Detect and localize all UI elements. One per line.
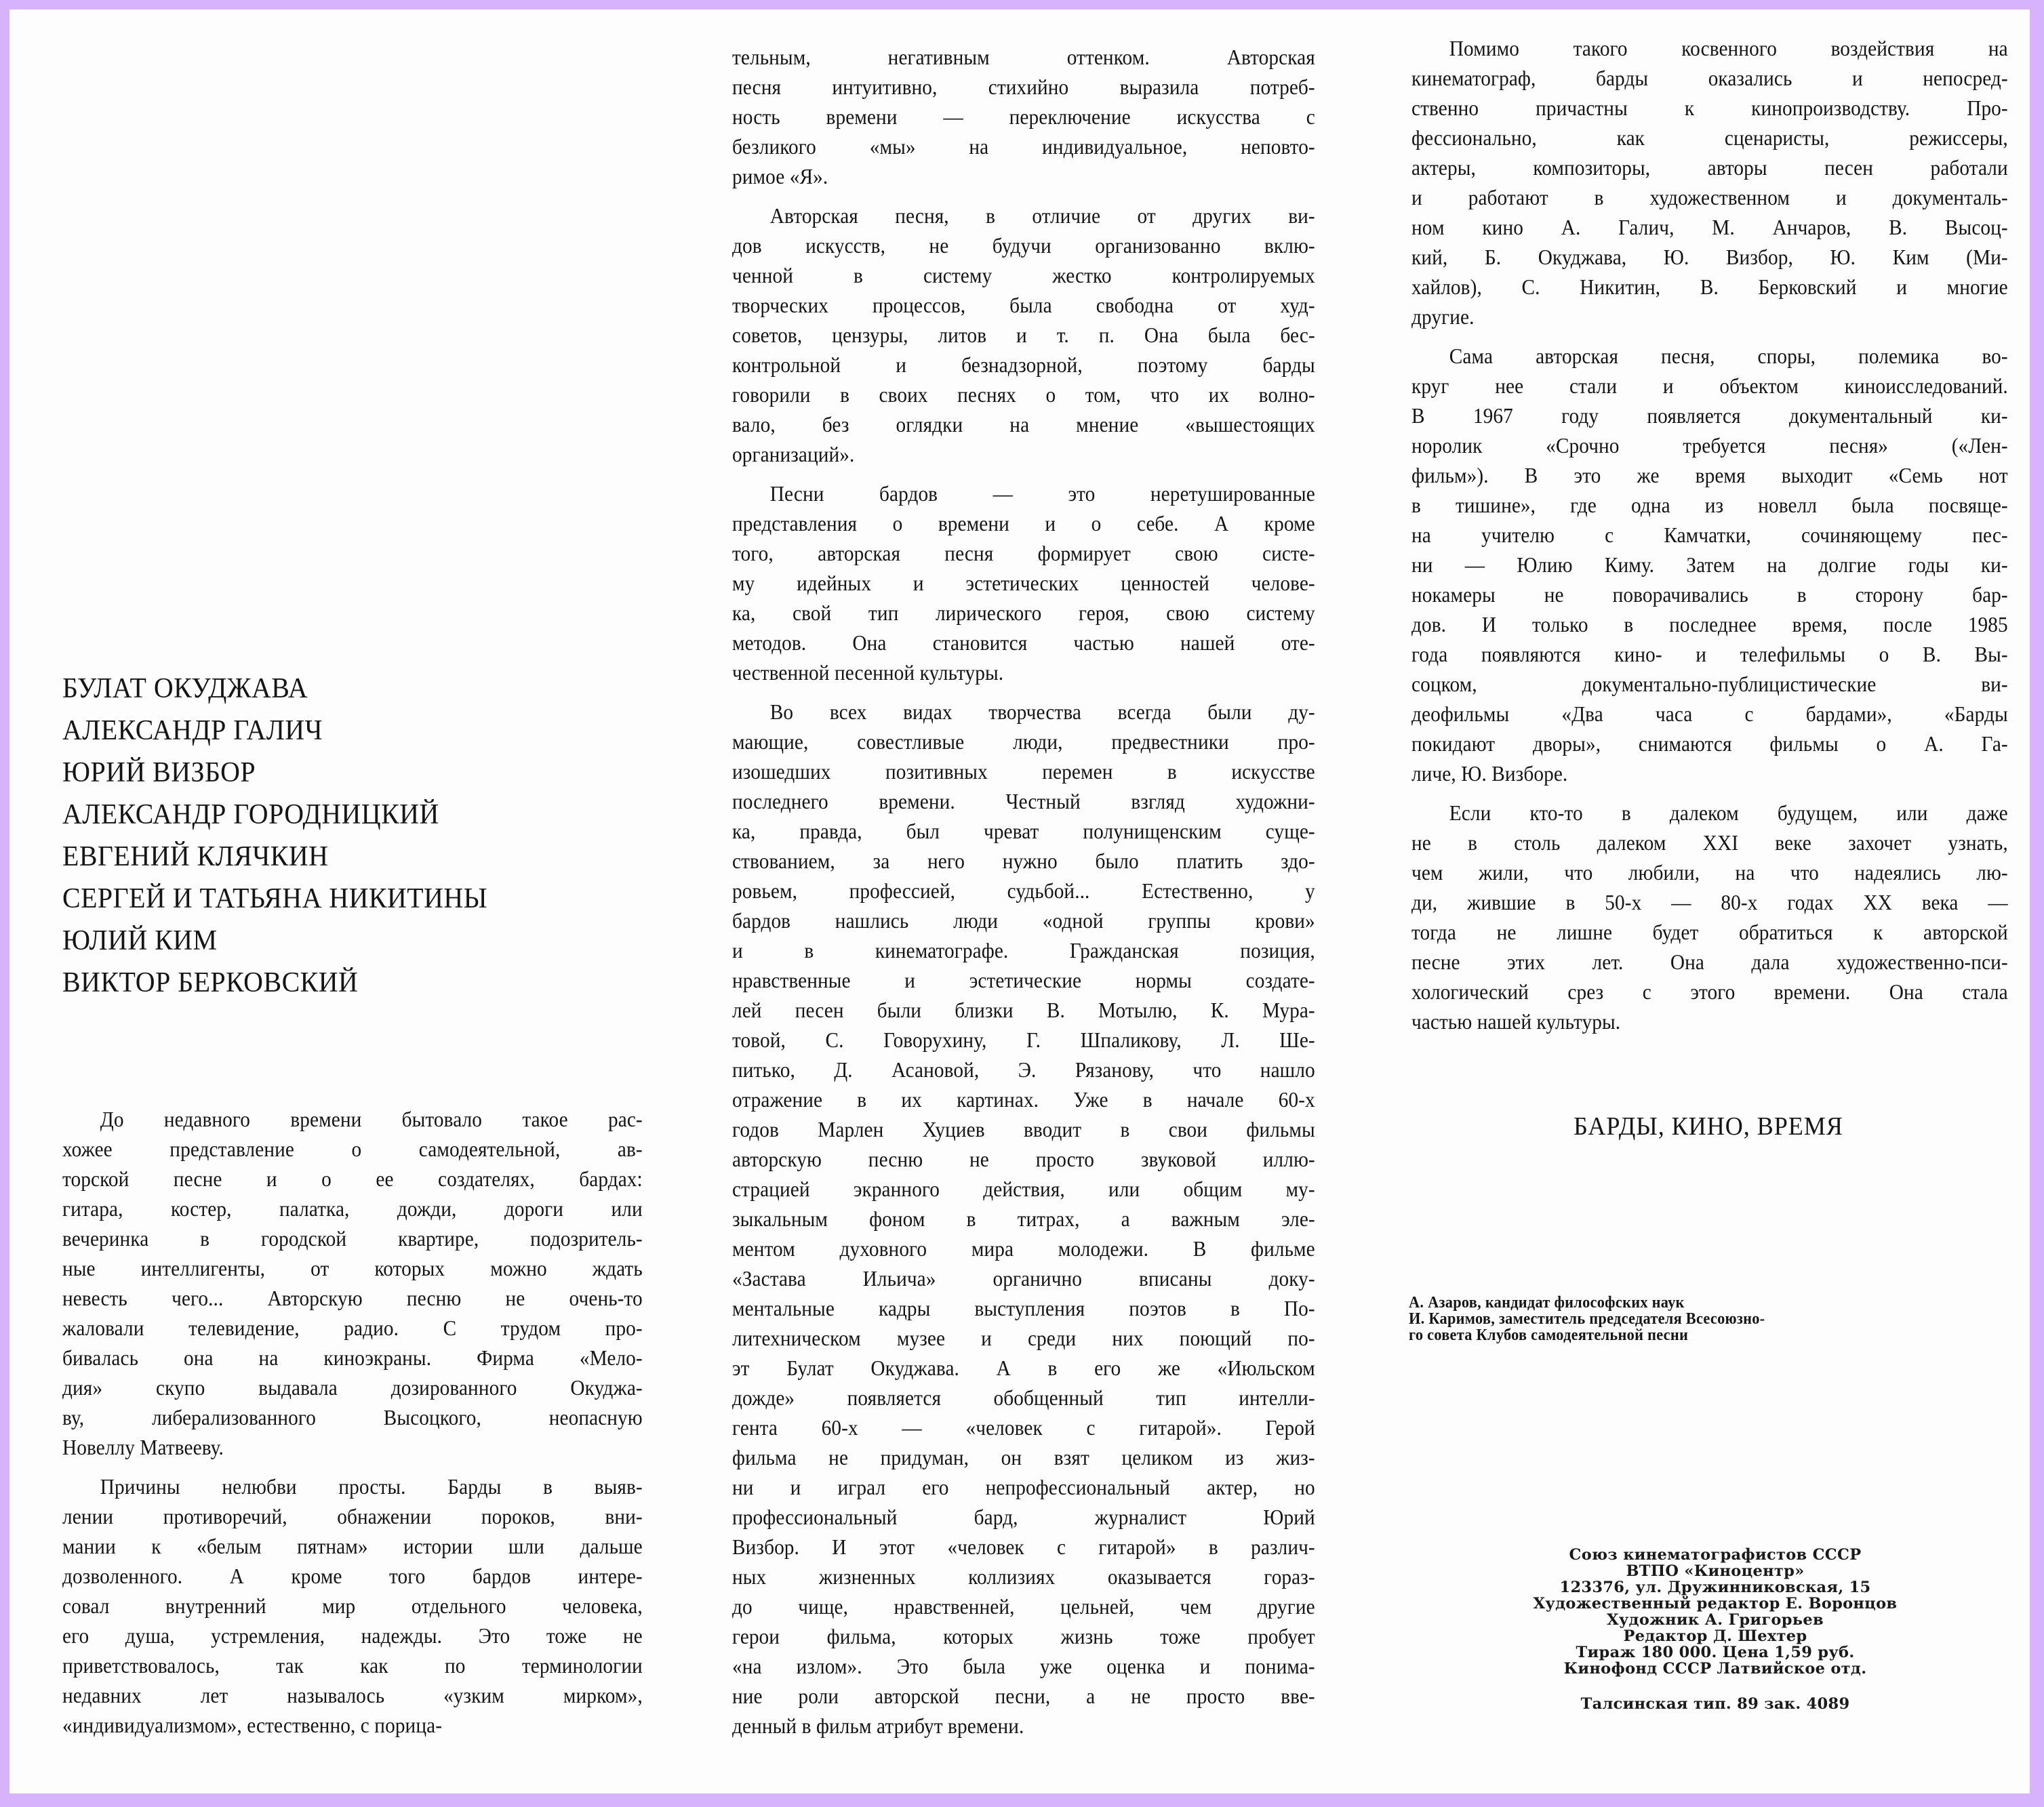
text-line: кий, Б. Окуджава, Ю. Визбор, Ю. Ким (Ми- [1411,245,2008,269]
printer-line: Талсинская тип. 89 зак. 4089 [1580,1695,1850,1713]
text-line: ные интеллигенты, от которых можно ждать [62,1257,643,1280]
text-line: вало, без оглядки на мнение «вышестоящих [732,413,1315,436]
text-line: зыкальным фоном в титрах, а важным эле- [732,1207,1315,1231]
text-line: и работают в художественном и документаль- [1411,186,2008,209]
text-line: бивалась она на киноэкраны. Фирма «Мело- [62,1346,643,1370]
text-line: чественной песенной культуры. [732,661,1004,685]
text-line: говорили в своих песнях о том, что их волно- [732,383,1315,407]
text-line: нравственные и эстетические нормы создате- [732,969,1315,992]
text-line: ность времени — переключение искусства с [732,105,1315,129]
text-line: деофильмы «Два часа с бардами», «Барды [1411,702,2008,726]
text-line: ченной в систему жестко контролируемых [732,264,1315,287]
imprint-line: Тираж 180 000. Цена 1,59 руб. [1576,1644,1855,1661]
text-line: «на излом». Это была уже оценка и понима- [732,1654,1315,1678]
text-line: покидают дворы», снимаются фильмы о А. Га- [1411,732,2008,756]
text-line: тогда не лишне будет обратиться к авторской [1411,920,2008,944]
text-line: ментальные кадры выступления поэтов в По- [732,1297,1315,1320]
text-line: вечеринка в городской квартире, подозритель- [62,1227,643,1251]
text-line: дозволенного. А кроме того бардов интере- [62,1564,643,1588]
text-line: «Застава Ильича» органично вписаны доку- [732,1267,1315,1291]
text-line: тельным, негативным оттенком. Авторская [732,45,1315,69]
author-line: И. Каримов, заместитель председателя Всесоюзно- [1409,1310,1765,1328]
text-line: изошедших позитивных перемен в искусстве [732,760,1315,784]
text-line: песня интуитивно, стихийно выразила потреб- [732,75,1315,99]
text-line: ментом духовного мира молодежи. В фильме [732,1237,1315,1261]
text-line: Причины нелюбви просты. Барды в выяв- [100,1475,643,1499]
text-line: лей песен были близки В. Мотылю, К. Мура- [732,998,1315,1022]
text-line: хайлов), С. Никитин, В. Берковский и многие [1411,275,2008,299]
text-line: До недавного времени бытовало такое рас- [100,1108,643,1131]
text-line: ровьем, профессией, судьбой... Естественно, у [732,879,1315,903]
text-line: творческих процессов, была свободна от худ- [732,293,1315,317]
text-line: авторскую песню не просто звуковой иллю- [732,1148,1315,1171]
bard-name: ЮЛИЙ КИМ [62,925,218,956]
text-line: в тишине», где одна из новелл была посвяще- [1411,493,2008,517]
text-line: хологический срез с этого времени. Она стала [1411,980,2008,1004]
text-line: приветствовалось, так как по терминологии [62,1654,643,1678]
paragraph [732,479,1315,688]
text-line: чем жили, что любили, на что надеялись лю- [1411,861,2008,885]
text-line: ни и играл его непрофессиональный актер, но [732,1476,1315,1499]
text-line: ние роли авторской песни, а не просто вве- [732,1684,1315,1708]
text-line: Авторская песня, в отличие от других ви- [769,204,1315,228]
text-line: ном кино А. Галич, М. Анчаров, В. Высоц- [1411,216,2008,239]
text-line: безликого «мы» на индивидуальное, неповто- [732,135,1315,159]
text-line: личе, Ю. Визборе. [1411,762,1568,786]
text-line: нокамеры не поворачивались в сторону бар- [1411,583,2008,607]
paragraph [732,43,1315,192]
text-line: гента 60-х — «человек с гитарой». Герой [732,1416,1315,1440]
text-line: методов. Она становится частью нашей оте- [732,631,1315,655]
text-line: жаловали телевидение, радио. С трудом про- [62,1316,643,1340]
text-line: и в кинематографе. Гражданская позиция, [732,939,1315,962]
text-line: года появляются кино- и телефильмы о В. Вы- [1411,643,2008,666]
text-line: актеры, композиторы, авторы песен работали [1411,156,2008,180]
authors-block [1409,1295,1792,1343]
text-line: частью нашей культуры. [1411,1010,1621,1034]
paragraph [732,201,1315,470]
text-line: Помимо такого косвенного воздействия на [1449,37,2008,60]
text-line: Новеллу Матвееву. [62,1436,224,1459]
text-line: ка, свой тип лирического героя, свою систему [732,601,1315,625]
text-line: кинематограф, барды оказались и непосред- [1411,66,2008,90]
text-line: лении противоречий, обнажении пороков, вни- [62,1505,643,1528]
text-line: питько, Д. Асановой, Э. Рязанову, что нашло [732,1058,1315,1082]
text-line: Во всех видах творчества всегда были ду- [769,700,1315,724]
text-line: дия» скупо выдавала дозированного Окуджа- [62,1376,643,1400]
text-line: годов Марлен Хуциев вводит в свои фильмы [732,1118,1315,1141]
text-line: круг нее стали и объектом киноисследований. [1411,374,2008,398]
bard-name: СЕРГЕЙ И ТАТЬЯНА НИКИТИНЫ [62,883,487,914]
text-line: совал внутренний мир отдельного человека, [62,1594,643,1618]
text-line: последнего времени. Честный взгляд художни- [732,790,1315,813]
text-line: недавних лет называлось «узким мирком», [62,1684,643,1707]
text-line: литехническом музее и среди них поющий по- [732,1326,1315,1350]
bards-list [62,668,510,1004]
bard-name: БУЛАТ ОКУДЖАВА [62,673,308,704]
bard-name: ВИКТОР БЕРКОВСКИЙ [62,967,359,998]
paragraph [1411,34,2008,332]
text-line: Если кто-то в далеком будущем, или даже [1449,801,2008,825]
text-line: соцком, документально-публицистические ви- [1411,672,2008,696]
text-line: дожде» появляется обобщенный тип интелли- [732,1386,1315,1410]
author-line: А. Азаров, кандидат философских наук [1409,1294,1685,1312]
text-line: ка, правда, был чреват полунищенским суще- [732,819,1315,843]
paragraph [732,697,1315,1741]
bard-name: ЮРИЙ ВИЗБОР [62,757,256,788]
text-line: того, авторская песня формирует свою систе- [732,542,1315,565]
text-line: денный в фильм атрибут времени. [732,1714,1024,1738]
right-column-text [1411,34,2008,1047]
text-line: на учителю с Камчатки, сочиняющему пес- [1411,523,2008,547]
paragraph [62,1472,643,1741]
text-line: герои фильма, которых жизнь тоже пробует [732,1625,1315,1648]
text-line: «индивидуализмом», естественно, с порица- [62,1713,443,1737]
imprint-line: Кинофонд СССР Латвийское отд. [1563,1660,1867,1678]
text-line: фессионально, как сценаристы, режиссеры, [1411,126,2008,150]
text-line: организаций». [732,443,855,466]
text-line: торской песне и о ее создателях, бардах: [62,1167,643,1191]
text-line: фильм»). В это же время выходит «Семь нот [1411,464,2008,487]
imprint-line: Художественный редактор Е. Воронцов [1533,1595,1898,1612]
text-line: ственно причастны к кинопроизводству. Про- [1411,96,2008,120]
text-line: советов, цензуры, литов и т. п. Она была бес- [732,323,1315,347]
text-line: ди, жившие в 50-х — 80-х годах XX века — [1411,891,2008,914]
text-line: В 1967 году появляется документальный ки- [1411,404,2008,428]
left-column-text [62,1105,643,1750]
text-line: мающие, совестливые люди, предвестники про- [732,730,1315,754]
author-line: го совета Клубов самодеятельной песни [1409,1326,1689,1344]
imprint-line: 123376, ул. Дружинниковская, 15 [1559,1579,1871,1596]
imprint-line: Художник А. Григорьев [1607,1611,1824,1629]
bard-name: АЛЕКСАНДР ГАЛИЧ [62,715,323,746]
text-line: профессиональный бард, журналист Юрий [732,1505,1315,1529]
text-line: хожее представление о самодеятельной, ав- [62,1137,643,1161]
text-line: ни — Юлию Киму. Затем на долгие годы ки- [1411,553,2008,577]
text-line: гитара, костер, палатка, дожди, дороги или [62,1197,643,1221]
imprint-line: Редактор Д. Шехтер [1623,1627,1807,1645]
text-line: страцией экранного действия, или общим му- [732,1177,1315,1201]
text-line: ствованием, за него нужно было платить здо- [732,849,1315,873]
imprint-block [1491,1547,1939,1712]
booklet-title: БАРДЫ, КИНО, ВРЕМЯ [1574,1112,1843,1141]
bard-name: ЕВГЕНИЙ КЛЯЧКИН [62,841,329,872]
text-line: до чище, нравственней, цельней, чем другие [732,1595,1315,1619]
text-line: ву, либерализованного Высоцкого, неопасную [62,1406,643,1429]
text-line: норолик «Срочно требуется песня» («Лен- [1411,434,2008,458]
text-line: отражение в их картинах. Уже в начале 60-х [732,1088,1315,1112]
text-line: римое «Я». [732,165,828,188]
paragraph [1411,342,2008,789]
text-line: эт Булат Окуджава. А в его же «Июльском [732,1356,1315,1380]
text-line: невесть чего... Авторскую песню не очень-то [62,1286,643,1310]
imprint-line: ВТПО «Киноцентр» [1626,1562,1805,1580]
text-line: представления о времени и о себе. А кроме [732,512,1315,535]
text-line: Визбор. И этот «человек с гитарой» в различ- [732,1535,1315,1559]
text-line: дов. И только в последнее время, после 1985 [1411,613,2008,636]
text-line: му идейных и эстетических ценностей челове- [732,571,1315,595]
text-line: ных жизненных коллизиях оказывается гораз- [732,1565,1315,1589]
text-line: Сама авторская песня, споры, полемика во- [1449,344,2008,368]
text-line: бардов нашлись люди «одной группы крови» [732,909,1315,933]
paragraph [1411,798,2008,1037]
text-line: товой, С. Говорухину, Г. Шпаликову, Л. Ше- [732,1028,1315,1052]
text-line: не в столь далеком XXI веке захочет узнать, [1411,831,2008,855]
bard-name: АЛЕКСАНДР ГОРОДНИЦКИЙ [62,799,439,830]
imprint-line: Союз кинематографистов СССР [1569,1546,1862,1564]
text-line: мании к «белым пятнам» истории шли дальше [62,1535,643,1558]
text-line: песне этих лет. Она дала художественно-пси- [1411,950,2008,974]
text-line: фильма не придуман, он взят целиком из жиз- [732,1446,1315,1469]
text-line: его душа, устремления, надежды. Это тоже не [62,1624,643,1648]
text-line: дов искусств, не будучи организованно вклю- [732,234,1315,258]
text-line: Песни бардов — это неретушированные [769,482,1315,506]
text-line: контрольной и безнадзорной, поэтому барды [732,353,1315,377]
middle-column-text [732,43,1315,1751]
paragraph [62,1105,643,1463]
text-line: другие. [1411,305,1475,329]
